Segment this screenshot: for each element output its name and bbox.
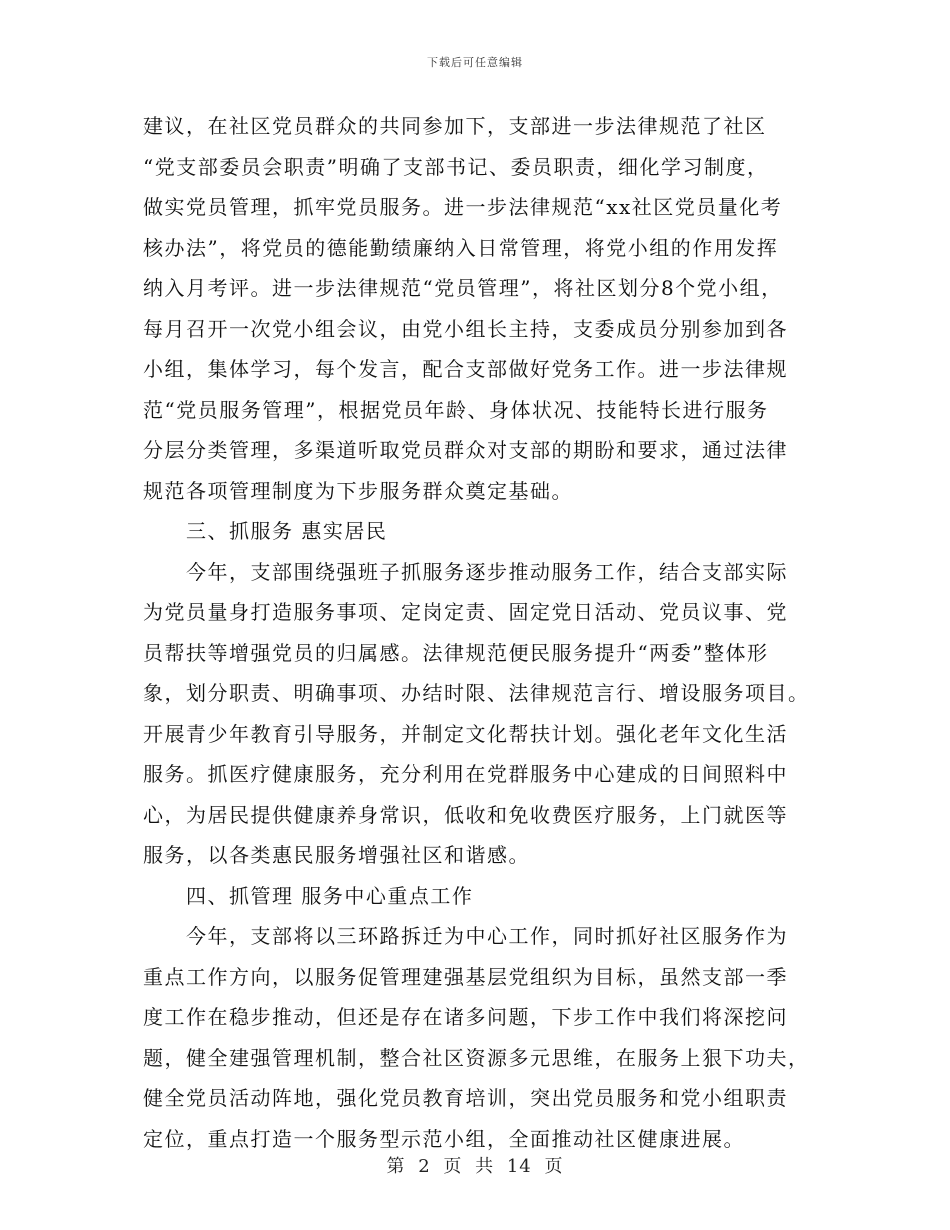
text-line: 今年，支部将以三环路拆迁为中心工作，同时抓好社区服务作为 — [186, 924, 788, 948]
text-line: “党支部委员会职责”明确了支部书记、委员职责，细化学习制度， — [143, 154, 769, 179]
text-line: 员帮扶等增强党员的归属感。法律规范便民服务提升“两委”整体形 — [143, 640, 769, 665]
text-line: 为党员量身打造服务事项、定岗定责、固定党日活动、党员议事、党 — [143, 600, 788, 624]
text-line: 每月召开一次党小组会议，由党小组长主持，支委成员分别参加到各 — [143, 316, 788, 341]
text-line: 服务。抓医疗健康服务，充分利用在党群服务中心建成的日间照料中 — [143, 762, 788, 786]
text-line: 做实党员管理，抓牢党员服务。进一步法律规范“xx社区党员量化考 — [143, 195, 783, 219]
page-number: 第 2 页 共 14 页 — [386, 1156, 564, 1177]
text-line: 范“党员服务管理”，根据党员年龄、身体状况、技能特长进行服务 — [143, 397, 769, 422]
text-line: 定位，重点打造一个服务型示范小组，全面推动社区健康进展。 — [143, 1126, 745, 1151]
document-body — [143, 106, 813, 1159]
text-line: 心，为居民提供健康养身常识，低收和免收费医疗服务，上门就医等 — [143, 802, 788, 827]
text-line: 三、抓服务 惠实居民 — [186, 519, 388, 543]
text-line: 今年，支部围绕强班子抓服务逐步推动服务工作，结合支部实际 — [186, 559, 788, 584]
text-line: 健全党员活动阵地，强化党员教育培训，突出党员服务和党小组职责 — [143, 1086, 788, 1110]
text-line: 重点工作方向，以服务促管理建强基层党组织为目标，虽然支部一季 — [143, 964, 788, 989]
header-note: 下载后可任意编辑 — [427, 56, 523, 69]
text-line: 象，划分职责、明确事项、办结时限、法律规范言行、增设服务项目。 — [143, 681, 810, 705]
text-line: 核办法”，将党员的德能勤绩廉纳入日常管理，将党小组的作用发挥 — [143, 235, 779, 260]
text-line: 题，健全建强管理机制，整合社区资源多元思维，在服务上狠下功夫， — [143, 1045, 810, 1070]
text-line: 小组，集体学习，每个发言，配合支部做好党务工作。进一步法律规 — [143, 357, 788, 381]
text-line: 规范各项管理制度为下步服务群众奠定基础。 — [143, 478, 573, 503]
text-line: 开展青少年教育引导服务，并制定文化帮扶计划。强化老年文化生活 — [143, 721, 788, 746]
text-line: 度工作在稳步推动，但还是存在诸多问题，下步工作中我们将深挖问 — [143, 1005, 788, 1029]
text-line: 服务，以各类惠民服务增强社区和谐感。 — [143, 843, 530, 867]
text-line: 分层分类管理，多渠道听取党员群众对支部的期盼和要求，通过法律 — [143, 438, 788, 462]
text-line: 四、抓管理 服务中心重点工作 — [186, 883, 474, 908]
text-line: 建议，在社区党员群众的共同参加下，支部进一步法律规范了社区 — [143, 114, 767, 138]
text-line: 纳入月考评。进一步法律规范“党员管理”，将社区划分8个党小组， — [143, 276, 783, 300]
